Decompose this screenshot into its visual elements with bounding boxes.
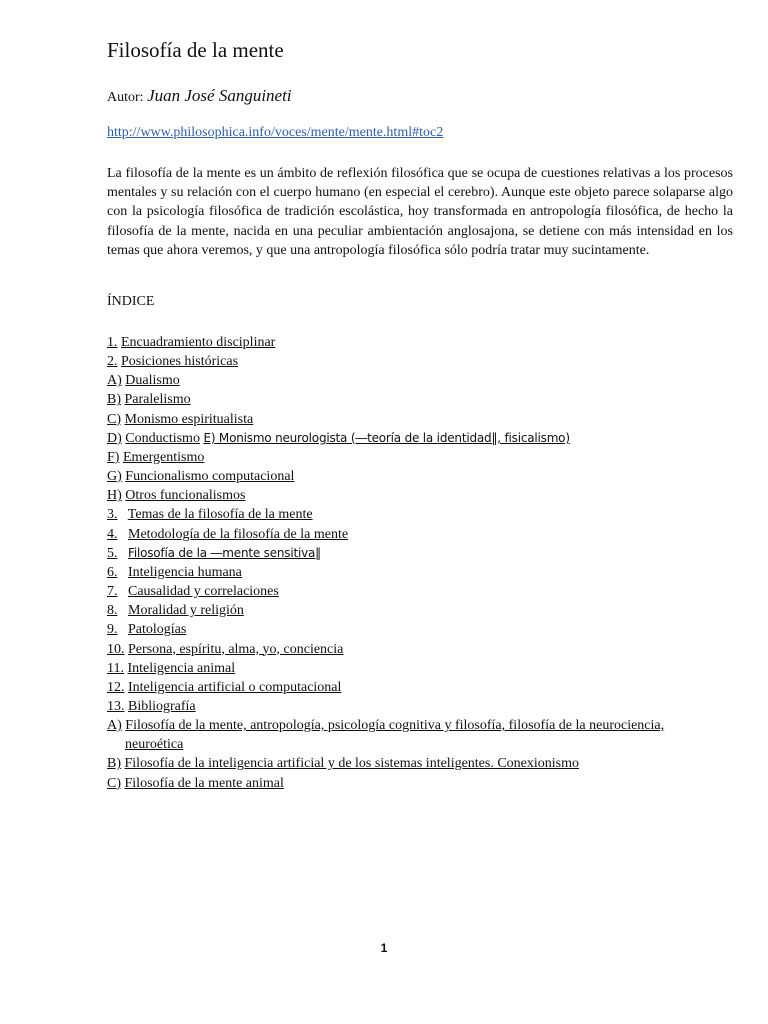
toc-link[interactable]: Moralidad y religión (128, 603, 244, 619)
toc-link[interactable]: Bibliografía (128, 698, 196, 714)
toc-number: B) (107, 392, 121, 408)
toc-number: 11. (107, 660, 124, 676)
toc-item[interactable] (107, 448, 733, 467)
toc-number: 10. (107, 641, 125, 657)
toc-link[interactable]: Filosofía de la mente, antropología, psicología cognitiva y filosofía, filosofía de la neurociencia, (125, 718, 665, 734)
toc-number: H) (107, 488, 122, 504)
toc-number: C) (107, 411, 121, 427)
source-url-link[interactable]: http://www.philosophica.info/voces/mente/mente.html#toc2 (107, 125, 444, 140)
toc-item[interactable] (107, 678, 733, 697)
toc-number: 9. (107, 622, 118, 638)
toc-link[interactable]: Monismo espiritualista (124, 411, 254, 427)
table-of-contents (107, 333, 733, 793)
toc-item[interactable] (107, 544, 733, 563)
toc-number: 7. (107, 584, 118, 600)
toc-number: 1. (107, 335, 118, 350)
toc-link[interactable]: Encuadramiento disciplinar (121, 335, 276, 350)
toc-link[interactable]: Posiciones históricas (121, 354, 239, 370)
toc-number: G) (107, 469, 122, 485)
page-number: 1 (380, 941, 388, 955)
toc-link[interactable]: Conductismo (125, 430, 200, 446)
index-heading: ÍNDICE (107, 294, 155, 309)
toc-link[interactable]: Funcionalismo computacional (125, 469, 295, 485)
toc-item[interactable] (107, 697, 733, 716)
author-label: Autor: (107, 90, 144, 105)
toc-number: A) (107, 718, 122, 734)
toc-link[interactable]: Filosofía de la inteligencia artificial y de los sistemas inteligentes. Conexionismo (124, 756, 580, 772)
toc-number: 6. (107, 564, 118, 580)
toc-item[interactable] (107, 467, 733, 486)
toc-number: A) (107, 373, 122, 389)
toc-number: B) (107, 756, 121, 772)
abstract-paragraph: La filosofía de la mente es un ámbito de reflexión filosófica que se ocupa de cuestiones relativas a los procesos mentales y su relación con el cuerpo humano (en especial el cerebro). Aunque este objeto parece solaparse algo con la psicología filosófica de tradición escolástica, hoy transformada en antropología filosófica, de hecho la filosofía de la mente, nacida en una peculiar ambientación anglosajona, se detiene con más intensidad en los temas que ahora veremos, y que una antropología filosófica sólo podría tratar muy sucintamente. (107, 166, 733, 258)
toc-link[interactable]: Filosofía de la mente animal (124, 775, 284, 791)
toc-link[interactable]: Paralelismo (124, 392, 191, 408)
toc-item[interactable] (107, 505, 733, 524)
toc-link[interactable]: Patologías (128, 622, 187, 638)
toc-number: 5. (107, 545, 118, 561)
toc-item[interactable] (107, 582, 733, 601)
toc-item[interactable] (107, 371, 733, 390)
document-title: Filosofía de la mente (107, 38, 284, 62)
toc-item[interactable] (107, 620, 733, 639)
toc-item[interactable] (107, 429, 733, 448)
toc-item[interactable] (107, 640, 733, 659)
toc-item[interactable] (107, 390, 733, 409)
author-name: Juan José Sanguineti (147, 86, 292, 105)
toc-link[interactable]: Inteligencia humana (128, 564, 242, 580)
toc-link[interactable]: Dualismo (125, 373, 180, 389)
toc-item[interactable] (107, 525, 733, 544)
author-line (107, 86, 292, 108)
toc-item[interactable] (107, 333, 733, 352)
toc-number: 4. (107, 526, 118, 542)
toc-number: F) (107, 449, 120, 465)
toc-number: C) (107, 775, 121, 791)
toc-item[interactable] (107, 774, 733, 793)
toc-number: 2. (107, 354, 118, 370)
toc-item[interactable] (107, 410, 733, 429)
toc-item[interactable] (107, 754, 733, 773)
toc-number: 8. (107, 603, 118, 619)
toc-item[interactable] (107, 563, 733, 582)
toc-number: D) (107, 430, 122, 446)
toc-link-extra[interactable]: E) Monismo neurologista (―teoría de la identidad‖, fisicalismo) (203, 430, 570, 445)
toc-link[interactable]: Emergentismo (122, 449, 205, 465)
toc-link-continuation[interactable]: neuroética (125, 737, 184, 753)
toc-item[interactable] (107, 601, 733, 620)
toc-number: 3. (107, 507, 118, 523)
toc-number: 13. (107, 698, 125, 714)
toc-link[interactable]: Metodología de la filosofía de la mente (128, 526, 349, 542)
toc-link[interactable]: Causalidad y correlaciones (128, 584, 279, 600)
toc-item[interactable] (107, 352, 733, 371)
toc-link[interactable]: Temas de la filosofía de la mente (127, 507, 313, 523)
toc-link[interactable]: Inteligencia animal (127, 660, 236, 676)
toc-link[interactable]: Persona, espíritu, alma, yo, conciencia (128, 641, 344, 657)
toc-item[interactable] (107, 486, 733, 505)
toc-link[interactable]: Filosofía de la ―mente sensitiva‖ (128, 545, 321, 560)
toc-item[interactable] (107, 716, 733, 754)
document-page (107, 38, 733, 791)
toc-link[interactable]: Otros funcionalismos (125, 488, 246, 504)
toc-number: 12. (107, 679, 125, 695)
toc-item[interactable] (107, 659, 733, 678)
toc-link[interactable]: Inteligencia artificial o computacional (128, 679, 342, 695)
